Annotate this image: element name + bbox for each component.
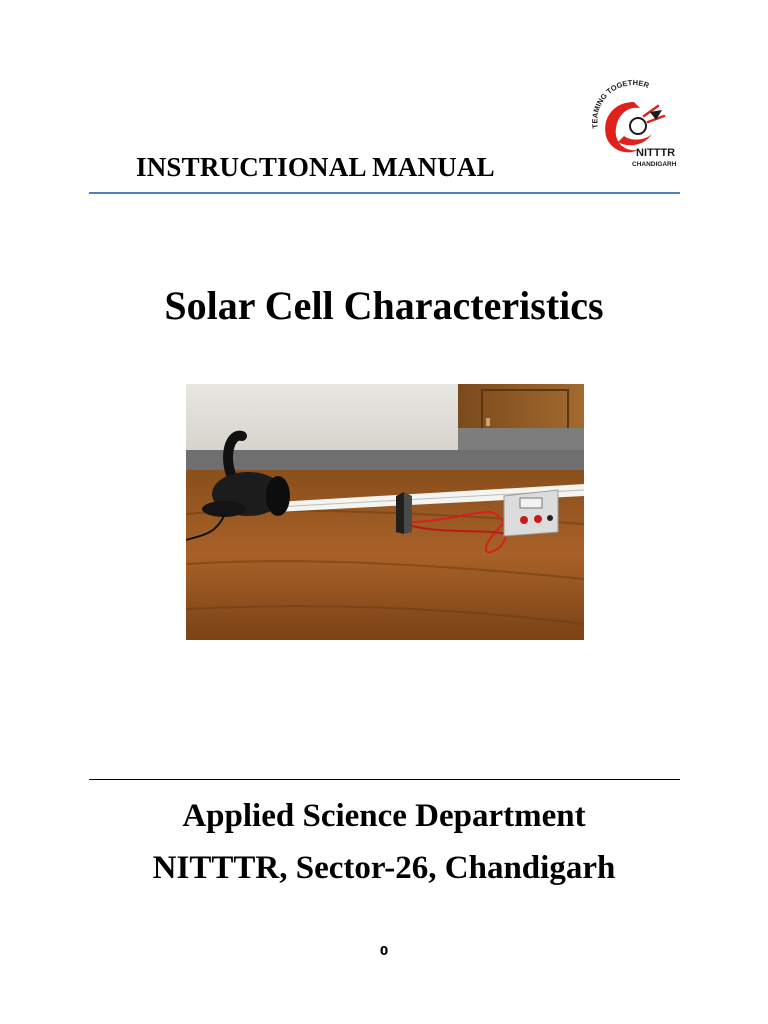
- department-name: Applied Science Department: [182, 798, 586, 834]
- svg-text:TEAMING TOGETHER: [590, 78, 651, 129]
- page-number: 0: [379, 944, 389, 958]
- logo-name: NITTTR: [636, 147, 676, 159]
- manual-heading: INSTRUCTIONAL MANUAL: [136, 152, 495, 182]
- footer-divider: [89, 779, 680, 780]
- nitttr-logo: [588, 76, 678, 172]
- apparatus-photo: [186, 384, 584, 640]
- header-divider: [89, 192, 680, 194]
- institute-address: NITTTR, Sector-26, Chandigarh: [152, 850, 616, 886]
- logo-city: CHANDIGARH: [632, 161, 677, 168]
- document-title: Solar Cell Characteristics: [164, 283, 604, 328]
- logo-arc-text: TEAMING TOGETHER: [590, 78, 651, 129]
